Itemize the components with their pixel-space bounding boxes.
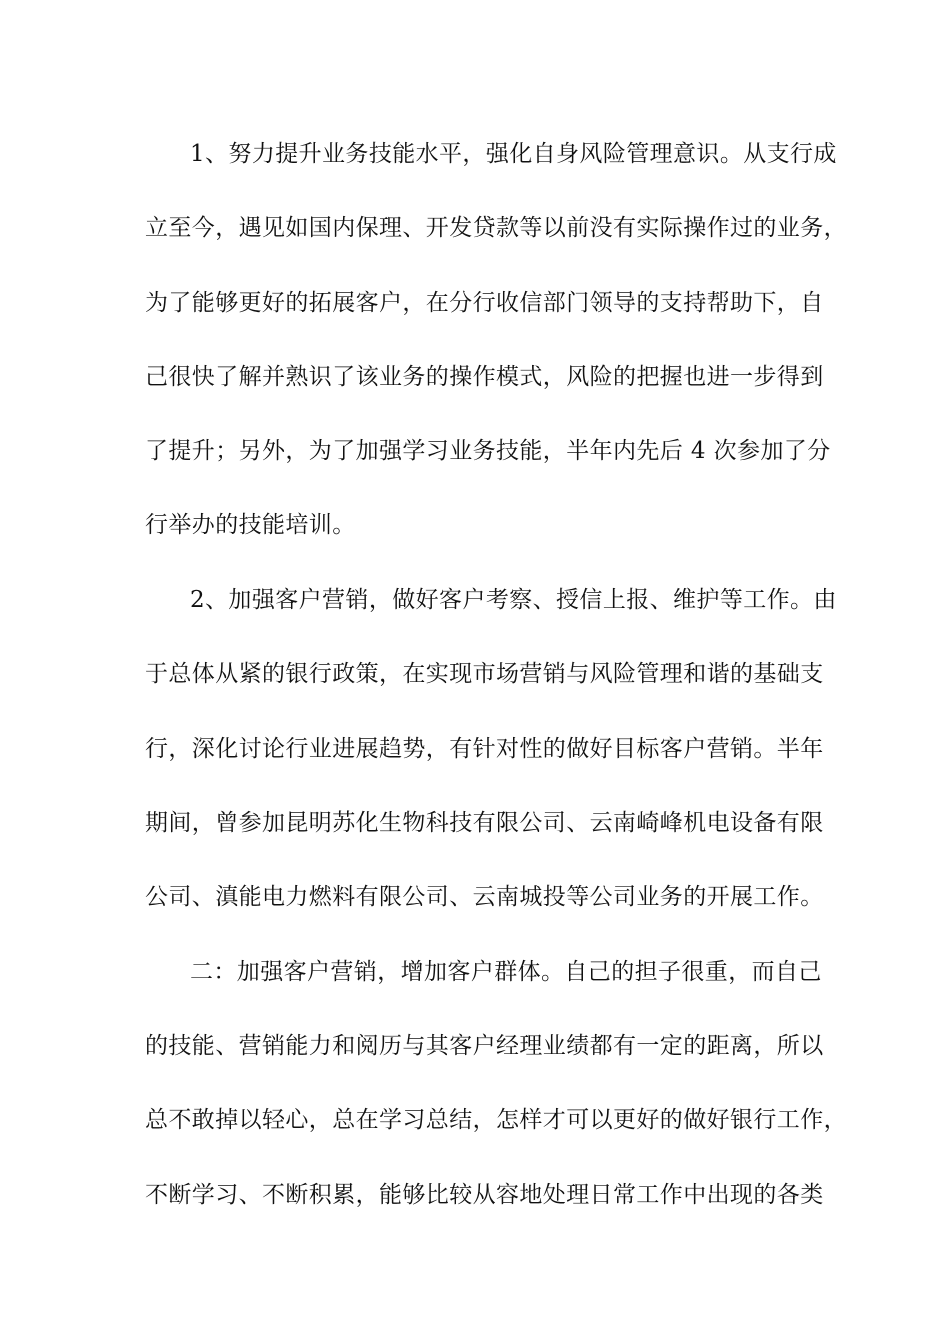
paragraph-1-line-4: 己很快了解并熟识了该业务的操作模式，风险的把握也进一步得到 [145, 364, 824, 390]
paragraph-3-line-4: 不断学习、不断积累，能够比较从容地处理日常工作中出现的各类 [145, 1182, 824, 1208]
paragraph-3-line-2: 的技能、营销能力和阅历与其客户经理业绩都有一定的距离，所以 [145, 1033, 824, 1059]
paragraph-1-line-5: 了提升；另外，为了加强学习业务技能，半年内先后 4 次参加了分 [145, 438, 831, 464]
paragraph-2-line-3: 行，深化讨论行业进展趋势，有针对性的做好目标客户营销。半年 [145, 736, 824, 762]
paragraph-2-line-1: 2、加强客户营销，做好客户考察、授信上报、维护等工作。由 [190, 587, 837, 613]
paragraph-3-line-3: 总不敢掉以轻心，总在学习总结，怎样才可以更好的做好银行工作， [145, 1107, 847, 1133]
paragraph-1-line-2: 立至今，遇见如国内保理、开发贷款等以前没有实际操作过的业务， [145, 215, 847, 241]
paragraph-3-line-1: 二：加强客户营销，增加客户群体。自己的担子很重，而自己 [190, 959, 822, 985]
paragraph-1-line-3: 为了能够更好的拓展客户，在分行收信部门领导的支持帮助下，自 [145, 290, 824, 316]
paragraph-1-line-1: 1、努力提升业务技能水平，强化自身风险管理意识。从支行成 [190, 141, 837, 167]
paragraph-2-line-2: 于总体从紧的银行政策，在实现市场营销与风险管理和谐的基础支 [145, 661, 824, 687]
paragraph-2-line-4: 期间，曾参加昆明苏化生物科技有限公司、云南崎峰机电设备有限 [145, 810, 824, 836]
paragraph-2-line-5: 公司、滇能电力燃料有限公司、云南城投等公司业务的开展工作。 [145, 884, 824, 910]
paragraph-1-line-6: 行举办的技能培训。 [145, 512, 356, 538]
